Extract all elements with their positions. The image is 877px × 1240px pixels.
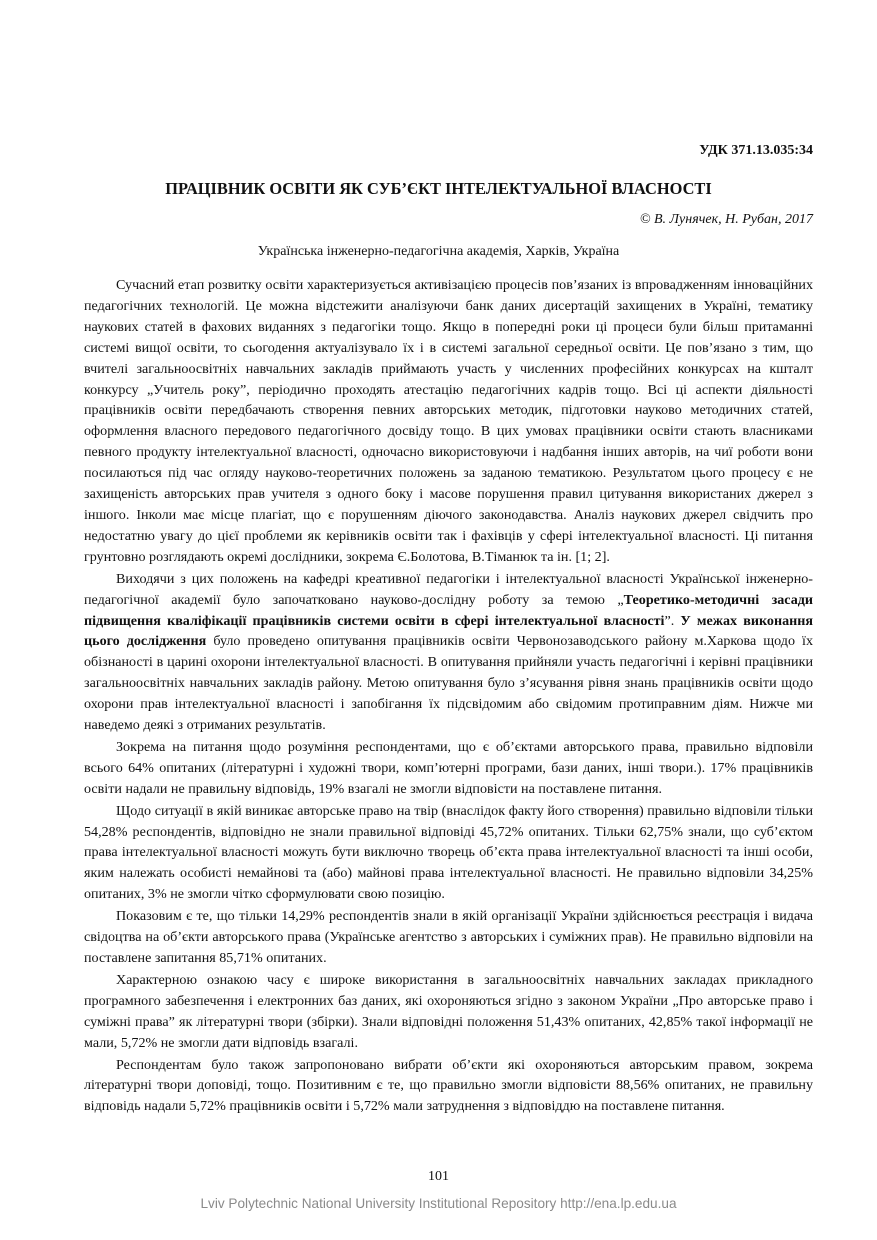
paragraph-protected-objects: Респондентам було також запропоновано вибрати об’єкти які охороняються авторським правом, зокрема літературні твори доповіді, тощо. Позитивним є те, що правильно змогли відповісти 88,56% опитаних, не правильну відповідь надали 5,72% працівників освіти і 5,72% мали затруднення з відповіддю на поставлене питання. <box>84 1056 813 1115</box>
copyright-line: © В. Лунячек, Н. Рубан, 2017 <box>639 212 813 227</box>
paragraph-copyright-objects: Зокрема на питання щодо розуміння респондентами, що є об’єктами авторського права, правильно відповіли всього 64% опитаних (літературні і художні твори, комп’ютерні програми, бази даних, інші твори.). 17% працівників освіти надали не правильну відповідь, 19% взагалі не змогли відповісти на поставлене питання. <box>84 738 813 797</box>
paragraph-copyright-origin: Щодо ситуації в якій виникає авторське право на твір (внаслідок факту його створення) правильно відповіли тільки 54,28% респондентів, відповідно не знали правильної відповіді 45,72% опитаних. Тільки 62,75% знали, що суб’єктом права інтелектуальної власності можуть бути виключно творець об’єкта права інтелектуальної власності та інші особи, яким належать особисті немайнові та (або) майнові права інтелектуальної власності. Не правильно відповіли 34,25% опитаних, 3% не змогли чітко сформулювати свою позицію. <box>84 802 813 903</box>
article-title: ПРАЦІВНИК ОСВІТИ ЯК СУБ’ЄКТ ІНТЕЛЕКТУАЛЬНОЇ ВЛАСНОСТІ <box>165 179 712 198</box>
paragraph-text: Виходячи з цих положень на кафедрі креативної педагогіки і інтелектуальної власності Української інженерно-педагогічної академії було започатковано науково-дослідну роботу за темою „ <box>84 570 813 608</box>
udk-code: УДК 371.13.035:34 <box>699 143 813 158</box>
affiliation: Українська інженерно-педагогічна академія, Харків, Україна <box>257 244 620 259</box>
paragraph-text: ”. <box>664 612 681 629</box>
repository-footer: Lviv Polytechnic National University Institutional Repository http://ena.lp.edu.ua <box>200 1196 677 1211</box>
research-scope: У межах виконання цього дослідження <box>84 612 813 650</box>
paragraph-research <box>84 569 813 736</box>
article-body <box>84 275 813 1117</box>
paragraph-text: було проведено опитування працівників освіти Червонозаводського району м.Харкова щодо їх обізнаності в царині охорони інтелектуальної власності. В опитування прийняли участь педагогічні і керівні працівники загальноосвітніх навчальних закладів району. Метою опитування було з’ясування рівня знань працівників освіти щодо охорони прав інтелектуальної власності і запобігання їх підсвідомим або свідомим протиправним діям. Нижче ми наведемо деякі з отриманих результатів. <box>84 633 814 734</box>
paragraph-registration: Показовим є те, що тільки 14,29% респондентів знали в якій організації України здійснюється реєстрація і видача свідоцтва на об’єкти авторського права (Українське агентство з авторських і суміжних прав). Не правильно відповіли на поставлене запитання 85,71% опитаних. <box>84 908 813 966</box>
page-number: 101 <box>428 1169 449 1184</box>
paragraph-intro: Сучасний етап розвитку освіти характеризується активізацією процесів пов’язаних із впровадженням інноваційних педагогічних технологій. Це можна відстежити аналізуючи банк даних дисертацій захищених в Україні, тематику наукових статей в фахових виданнях з педагогіки тощо. Якщо в попередні роки ці процеси були більш притаманні системі вищої освіти, то сьогодення актуалізувало їх і в системі загальної середньої освіти. Це пов’язано з тим, що вчителі загальноосвітніх навчальних закладів приймають участь у численних професійних конкурсах на кшталт конкурсу „Учитель року”, періодично проходять атестацію педагогічних кадрів тощо. Всі ці аспекти діяльності працівників освіти передбачають створення певних авторських методик, підготовки науково методичних статей, оформлення власного передового педагогічного досвіду тощо. В цих умовах працівники освіти стають власниками певного продукту інтелектуальної власності, одночасно використовуючи і надбання інших авторів, на чиї роботи вони посилаються під час огляду науково-теоретичних положень за заданою тематикою. Результатом цього процесу є не захищеність авторських прав учителя з одного боку і масове порушення правил цитування використаних джерел з іншого. Інколи має місце плагіат, що є порушенням діючого законодавства. Аналіз наукових джерел свідчить про недостатню увагу до цієї проблеми як керівників освіти так і фахівців у сфері інтелектуальної власності. Ці питання грунтовно розглядають окремі дослідники, зокрема Є.Болотова, В.Тіманюк та ін. [1; 2]. <box>84 277 813 565</box>
research-topic: Теоретико-методичні засади підвищення кваліфікації працівників системи освіти в сфері інтелектуальної власності <box>84 591 814 629</box>
paragraph-software: Характерною ознакою часу є широке використання в загальноосвітніх навчальних закладах прикладного програмного забезпечення і електронних баз даних, які охороняються згідно з законом України „Про авторське право і суміжні права” як літературні твори (збірки). Знали відповідні положення 51,43% опитаних, 42,85% такої інформації не мали, 5,72% не змогли дати відповідь взагалі. <box>84 971 813 1051</box>
